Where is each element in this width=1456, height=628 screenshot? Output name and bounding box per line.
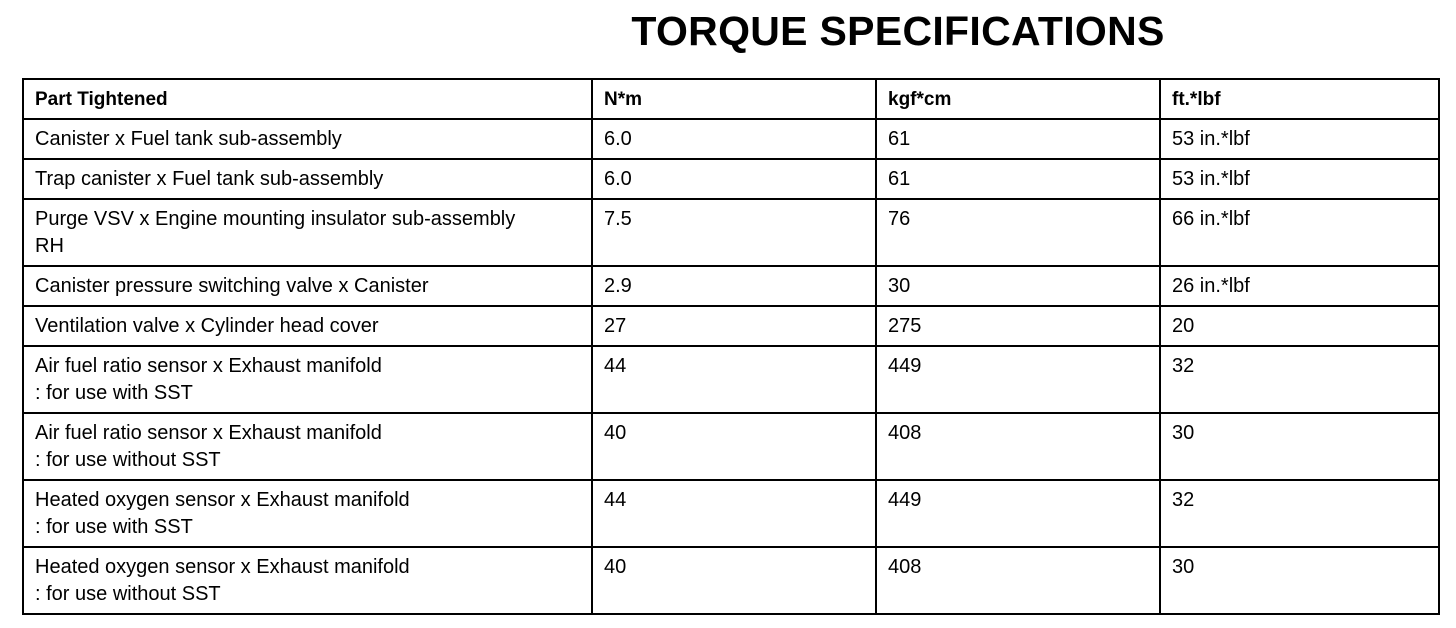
header-ftlbf: ft.*lbf (1160, 79, 1439, 119)
cell-kgfcm: 76 (876, 199, 1160, 266)
header-part-tightened: Part Tightened (23, 79, 592, 119)
table-row (23, 480, 1439, 547)
table-row (23, 413, 1439, 480)
table-header-row (23, 79, 1439, 119)
cell-kgfcm: 275 (876, 306, 1160, 346)
cell-ftlbf: 26 in.*lbf (1160, 266, 1439, 306)
cell-part: Canister pressure switching valve x Canister (23, 266, 592, 306)
cell-kgfcm: 449 (876, 346, 1160, 413)
cell-part: Heated oxygen sensor x Exhaust manifold : for use without SST (23, 547, 592, 614)
table-row (23, 346, 1439, 413)
cell-ftlbf: 30 (1160, 547, 1439, 614)
cell-ftlbf: 30 (1160, 413, 1439, 480)
header-kgfcm: kgf*cm (876, 79, 1160, 119)
cell-nm: 27 (592, 306, 876, 346)
cell-nm: 7.5 (592, 199, 876, 266)
cell-ftlbf: 53 in.*lbf (1160, 119, 1439, 159)
cell-kgfcm: 408 (876, 547, 1160, 614)
cell-part: Purge VSV x Engine mounting insulator sub-assembly RH (23, 199, 592, 266)
cell-part: Air fuel ratio sensor x Exhaust manifold : for use with SST (23, 346, 592, 413)
cell-part: Ventilation valve x Cylinder head cover (23, 306, 592, 346)
cell-part: Heated oxygen sensor x Exhaust manifold : for use with SST (23, 480, 592, 547)
cell-ftlbf: 66 in.*lbf (1160, 199, 1439, 266)
cell-ftlbf: 53 in.*lbf (1160, 159, 1439, 199)
cell-ftlbf: 20 (1160, 306, 1439, 346)
table-row (23, 306, 1439, 346)
table-row (23, 266, 1439, 306)
cell-kgfcm: 61 (876, 159, 1160, 199)
table-row (23, 547, 1439, 614)
cell-kgfcm: 449 (876, 480, 1160, 547)
cell-nm: 40 (592, 547, 876, 614)
cell-part: Canister x Fuel tank sub-assembly (23, 119, 592, 159)
cell-nm: 6.0 (592, 119, 876, 159)
cell-nm: 44 (592, 480, 876, 547)
cell-ftlbf: 32 (1160, 480, 1439, 547)
table-row (23, 159, 1439, 199)
cell-part: Air fuel ratio sensor x Exhaust manifold : for use without SST (23, 413, 592, 480)
table-row (23, 119, 1439, 159)
cell-kgfcm: 30 (876, 266, 1160, 306)
cell-nm: 44 (592, 346, 876, 413)
cell-kgfcm: 408 (876, 413, 1160, 480)
header-nm: N*m (592, 79, 876, 119)
cell-nm: 40 (592, 413, 876, 480)
cell-ftlbf: 32 (1160, 346, 1439, 413)
page-title-container (398, 0, 1398, 62)
page-title: TORQUE SPECIFICATIONS (631, 8, 1165, 54)
table-row (23, 199, 1439, 266)
torque-spec-table (22, 78, 1440, 615)
cell-kgfcm: 61 (876, 119, 1160, 159)
cell-part: Trap canister x Fuel tank sub-assembly (23, 159, 592, 199)
cell-nm: 6.0 (592, 159, 876, 199)
cell-nm: 2.9 (592, 266, 876, 306)
